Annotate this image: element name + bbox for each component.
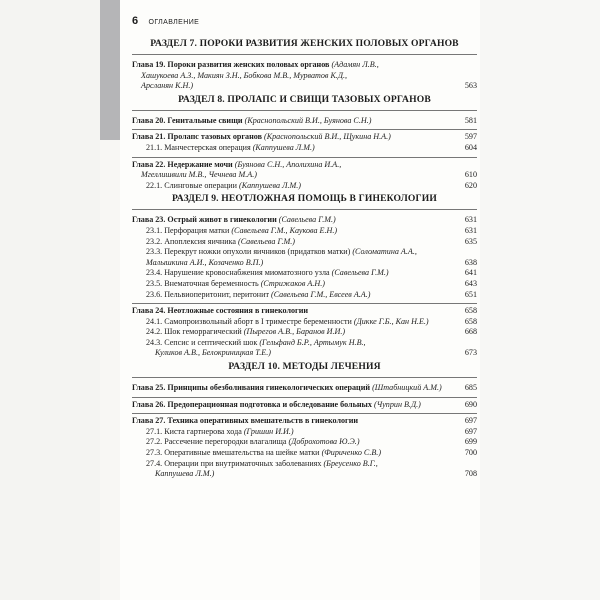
subsection-authors: (Фириченко С.В.) [321,448,382,458]
subsection-authors: Куликов А.В., Белокриницкая Т.Е.) [155,348,271,358]
toc-chapter-entry [132,160,477,181]
subsection-authors-continued [146,469,455,480]
subsection-authors: (Пырегов А.В., Баранов И.И.) [243,327,346,337]
subsection-authors: (Савельева Г.М., Евсеев А.А.) [271,289,371,299]
table-of-contents [132,36,477,480]
page-ref: 699 [464,437,477,447]
chapter-title: Глава 21. Пролапс тазовых органов [132,132,262,142]
section-heading [132,359,477,383]
subsection-authors: (Савельева Г.М.) [238,236,295,246]
section-title: РАЗДЕЛ 8. ПРОЛАПС И СВИЩИ ТАЗОВЫХ ОРГАНОВ [178,93,431,105]
section-heading [132,92,477,116]
subsection-authors: (Дикке Г.Б., Кан Н.Е.) [353,316,429,326]
toc-chapter-entry [132,116,477,127]
chapter-authors-continued [132,81,455,92]
subsection-title: 23.2. Апоплексия яичника [146,236,236,246]
chapter-separator [132,397,477,398]
page-ref: 604 [464,142,477,152]
subsection-title: 27.2. Рассечение перегородки влагалища [146,437,287,447]
page-ref: 610 [464,170,477,180]
subsection-authors: Каппушева Л.М.) [155,469,215,479]
toc-subsection-entry [132,226,477,237]
chapter-title: Глава 26. Предоперационная подготовка и обследование больных [132,399,372,409]
subsection-title: 27.1. Киста гартнерова хода [146,426,242,436]
subsection-authors: (Стрижаков А.Н.) [260,278,325,288]
chapter-title: Глава 23. Острый живот в гинекологии [132,215,277,225]
toc-chapter-entry [132,132,477,143]
toc-chapter-entry [132,400,477,411]
chapter-authors: (Савельева Г.М.) [278,215,336,225]
chapter-title: Глава 27. Техника оперативных вмешательств в гинекологии [132,416,359,426]
chapter-title: Глава 19. Пороки развития женских половых органов [132,60,330,69]
toc-chapter-entry [132,306,477,317]
subsection-title: 23.3. Перекрут ножки опухоли яичников (придатков матки) [146,247,351,257]
section-heading [132,191,477,215]
toc-subsection-entry [132,448,477,459]
chapter-separator [132,303,477,304]
page-ref: 668 [464,327,477,337]
page-ref: 581 [464,115,477,125]
section-title: РАЗДЕЛ 10. МЕТОДЫ ЛЕЧЕНИЯ [228,361,381,373]
chapter-separator [132,157,477,158]
page-number: 6 [132,15,139,27]
subsection-authors: (Бреусенко В.Г., [323,458,378,468]
subsection-authors: (Соломатина А.А., Малышкина А.И., Козаченко В.П.) [146,247,417,267]
toc-subsection-entry [132,317,477,328]
toc-subsection-entry [132,290,477,301]
page-ref: 631 [464,225,477,235]
page-ref: 641 [464,268,477,278]
page-ref: 685 [464,383,477,393]
subsection-title: 27.4. Операции при внутриматочных заболеваниях [146,458,322,468]
page-ref: 658 [464,306,477,316]
toc-subsection-entry [132,181,477,192]
toc-subsection-entry [132,247,477,268]
toc-subsection-entry [132,268,477,279]
subsection-authors: (Савельева Г.М.) [331,268,389,278]
subsection-authors: (Каппушева Л.М.) [239,180,301,190]
page-ref: 563 [464,81,477,91]
running-title: ОГЛАВЛЕНИЕ [148,19,200,26]
toc-chapter-entry [132,60,477,92]
subsection-title: 23.1. Перфорация матки [146,225,230,235]
toc-chapter-entry [132,383,477,394]
chapter-title: Глава 22. Недержание мочи [132,159,233,169]
subsection-title: 22.1. Слинговые операции [146,180,237,190]
book-page [120,0,480,600]
toc-subsection-entry [132,237,477,248]
chapter-authors: (Краснопольский В.И., Буянова С.Н.) [244,115,372,125]
chapter-separator [132,413,477,414]
chapter-separator [132,129,477,130]
page-ref: 700 [464,448,477,458]
page-ref: 697 [464,426,477,436]
chapter-authors: Мгеллишвили М.В., Чечнева М.А.) [141,170,257,180]
toc-subsection-entry [132,143,477,154]
section-title: РАЗДЕЛ 9. НЕОТЛОЖНАЯ ПОМОЩЬ В ГИНЕКОЛОГИИ [171,193,438,205]
chapter-authors-continued [132,170,455,181]
subsection-authors-continued [146,348,455,359]
chapter-title: Глава 20. Генитальные свищи [132,115,243,125]
page-ref: 620 [464,180,477,190]
subsection-authors: (Гришин И.И.) [243,426,294,436]
page-ref: 708 [464,469,477,479]
toc-subsection-entry [132,279,477,290]
section-heading [132,36,477,60]
chapter-authors: (Краснопольский В.И., Щукина Н.А.) [264,132,391,142]
toc-subsection-entry [132,437,477,448]
page-ref: 643 [464,278,477,288]
subsection-authors: (Доброхотова Ю.Э.) [288,437,360,447]
chapter-authors: (Штабницкий А.М.) [372,383,442,393]
page-ref: 638 [464,257,477,267]
toc-subsection-entry [132,427,477,438]
chapter-authors: Хашукоева А.З., Макиян З.Н., Бобкова М.В., Мурватов К.Д., [141,70,348,80]
subsection-title: 24.3. Сепсис и септический шок [146,337,258,347]
subsection-authors: (Гельфанд Б.Р., Артымук Н.В., [259,337,366,347]
chapter-authors: (Чуприн В.Д.) [373,399,421,409]
page-ref: 697 [464,416,477,426]
subsection-title: 24.2. Шок геморрагический [146,327,242,337]
toc-chapter-entry [132,215,477,226]
page-ref: 690 [464,399,477,409]
subsection-authors: (Каппушева Л.М.) [252,142,315,152]
page-ref: 658 [464,316,477,326]
page-ref: 631 [464,215,477,225]
chapter-title: Глава 25. Принципы обезболивания гинекологических операций [132,383,371,393]
section-rule [132,209,477,210]
chapter-authors-continued [132,71,455,82]
chapter-title: Глава 24. Неотложные состояния в гинекологии [132,306,309,316]
section-title: РАЗДЕЛ 7. ПОРОКИ РАЗВИТИЯ ЖЕНСКИХ ПОЛОВЫХ ОРГАНОВ [150,38,459,49]
subsection-title: 23.6. Пельвиоперитонит, перитонит [146,289,269,299]
chapter-authors: (Адамян Л.В., [331,60,379,69]
page-ref: 635 [464,236,477,246]
subsection-title: 21.1. Манчестерская операция [146,142,251,152]
subsection-authors: (Савельева Г.М., Каукова Е.Н.) [231,225,338,235]
background-left [0,0,100,600]
toc-subsection-entry [132,459,477,480]
chapter-authors: (Буянова С.Н., Аполихина И.А., [234,159,342,169]
section-rule [132,377,477,378]
subsection-title: 27.3. Оперативные вмешательства на шейке матки [146,448,320,458]
toc-subsection-entry [132,327,477,338]
subsection-title: 24.1. Самопроизвольный аборт в I триместре беременности [146,316,352,326]
subsection-title: 23.4. Нарушение кровоснабжения миоматозного узла [146,268,330,278]
toc-subsection-entry [132,338,477,359]
section-rule [132,54,477,55]
background-right [480,0,600,600]
chapter-authors: Арсланян К.Н.) [141,81,194,91]
section-rule [132,110,477,111]
page-ref: 597 [464,132,477,142]
page-edge-tab [100,0,120,140]
page-ref: 651 [464,289,477,299]
subsection-title: 23.5. Внематочная беременность [146,278,259,288]
running-header [132,15,199,27]
toc-chapter-entry [132,416,477,427]
page-ref: 673 [464,348,477,358]
